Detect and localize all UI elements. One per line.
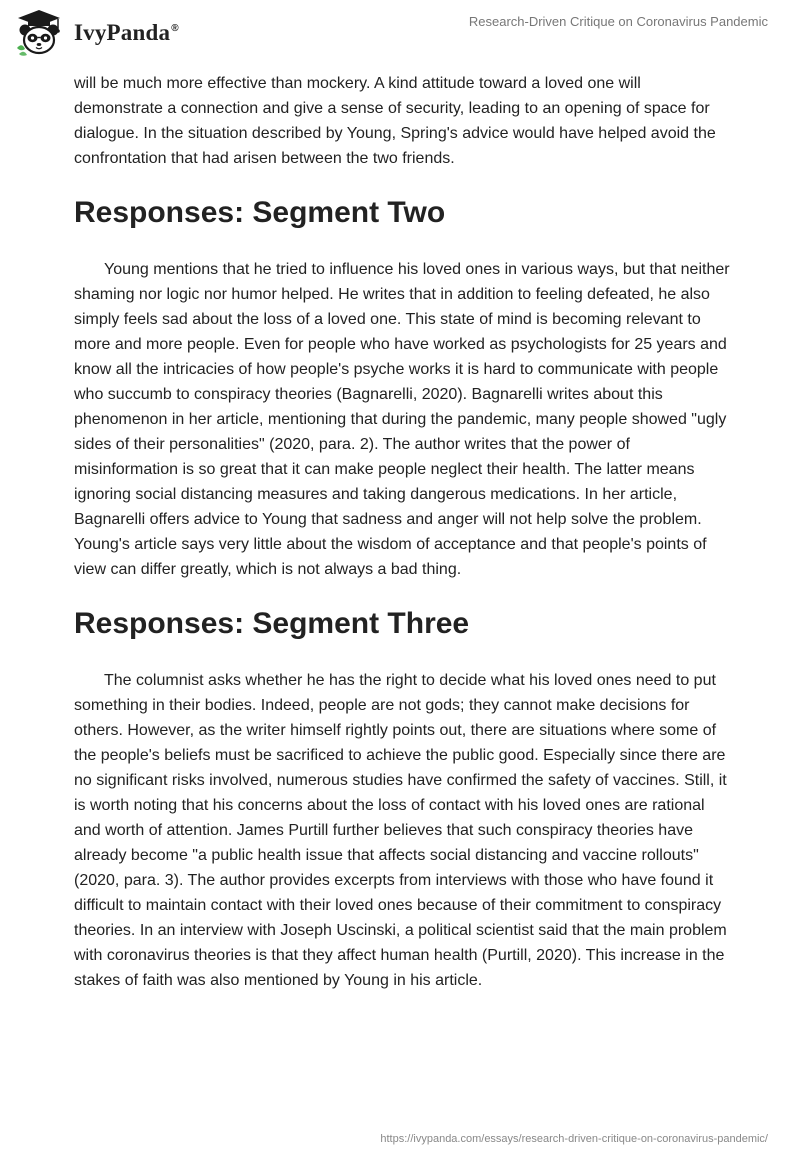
page-header <box>0 0 800 70</box>
document-title: Research-Driven Critique on Coronavirus Pandemic <box>468 14 768 29</box>
article-body <box>74 71 734 993</box>
section-three-paragraph: The columnist asks whether he has the right to decide what his loved ones need to put something in their bodies. Indeed, people are not gods; they cannot make decisions for others. However, as the writer himself rightly points out, there are situations where some of the people's beliefs must be sacrificed to achieve the public good. Especially since there are no significant risks involved, numerous studies have confirmed the safety of vaccines. Still, it is worth noting that his concerns about the loss of contact with his loved ones are rational and worth of attention. James Purtill further believes that such conspiracy theories have already become "a public health issue that affects social distancing and vaccine rollouts" (2020, para. 3). The author provides excerpts from interviews with those who have found it difficult to maintain contact with their loved ones because of their commitment to conspiracy theories. In an interview with Joseph Uscinski, a political scientist said that the main problem with coronavirus theories is that they affect human health (Purtill, 2020). This increase in the stakes of faith was also mentioned by Young in his article. <box>74 672 727 989</box>
panda-logo-icon <box>14 8 64 58</box>
registered-mark: ® <box>171 23 179 35</box>
source-url[interactable]: https://ivypanda.com/essays/research-driven-critique-on-coronavirus-pandemic/ <box>380 1133 768 1145</box>
section-two-paragraph: Young mentions that he tried to influence his loved ones in various ways, but that neither shaming nor logic nor humor helped. He writes that in addition to feeling defeated, he also simply feels sad about the loss of a loved one. This state of mind is becoming relevant to more and more people. Even for people who have worked as psychologists for 25 years and know all the intricacies of how people's psyche works it is hard to communicate with people who succumb to conspiracy theories (Bagnarelli, 2020). Bagnarelli writes about this phenomenon in her article, mentioning that during the pandemic, many people showed "ugly sides of their personalities" (2020, para. 2). The author writes that the power of misinformation is so great that it can make people neglect their health. The latter means ignoring social distancing measures and taking dangerous medications. In her article, Bagnarelli offers advice to Young that sadness and anger will not help solve the problem. Young's article says very little about the wisdom of acceptance and that people's points of view can differ greatly, which is not always a bad thing. <box>74 261 730 578</box>
logo-wordmark: IvyPanda® <box>74 20 179 45</box>
intro-paragraph: will be much more effective than mockery. A kind attitude toward a loved one will demonstrate a connection and give a sense of security, leading to an opening of space for dialogue. In the situation described by Young, Spring's advice would have helped avoid the confrontation that had arisen between the two friends. <box>74 75 716 167</box>
ivypanda-logo[interactable] <box>14 8 179 58</box>
section-three-heading: Responses: Segment Three <box>74 607 470 640</box>
section-two-heading: Responses: Segment Two <box>74 196 446 229</box>
